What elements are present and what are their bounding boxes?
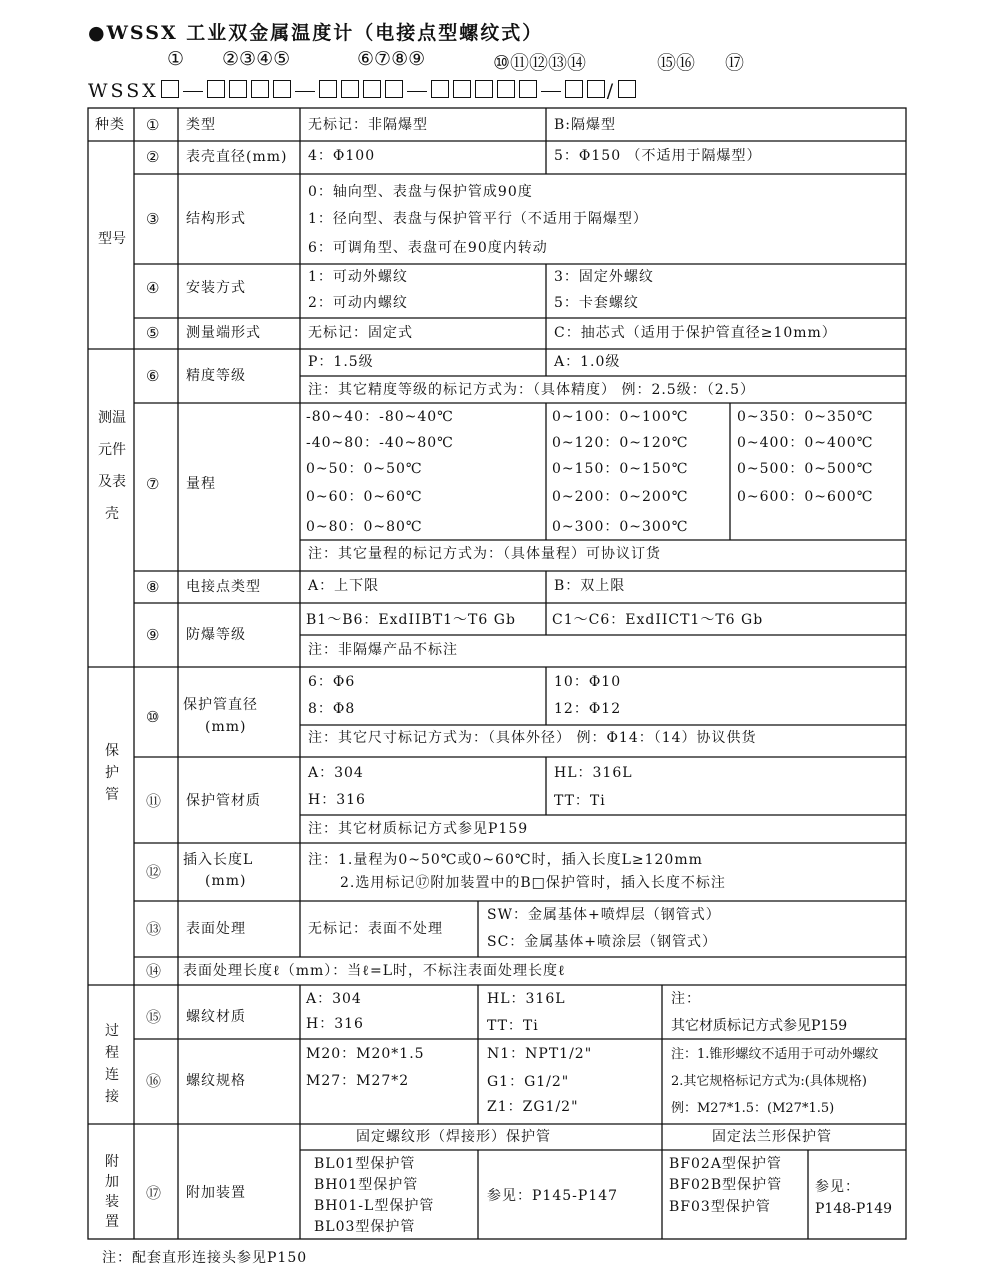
option-b1: N1：NPT1/2"	[487, 1046, 593, 1062]
option-b: C1～C6：ExdIICT1～T6 Gb	[552, 612, 764, 628]
header-option-a: 无标记：非隔爆型	[308, 117, 428, 133]
header-kind: 种类	[95, 117, 125, 133]
code-num-2-5: ②③④⑤	[222, 48, 291, 70]
option-a2: M27：M27*2	[306, 1073, 410, 1089]
option-a2: 2：可动内螺纹	[308, 295, 408, 311]
row-num: ⑯	[146, 1072, 162, 1090]
option-line: 1：径向型、表盘与保护管平行（不适用于隔爆型）	[308, 211, 648, 227]
accessory-item: BH01-L型保护管	[314, 1198, 435, 1214]
range-item: 0~400：0~400℃	[737, 435, 874, 451]
option-b: B：双上限	[554, 578, 626, 594]
row-num: ⑫	[146, 863, 162, 881]
option-b1: SW：金属基体+喷焊层（钢管式）	[487, 907, 721, 923]
option-b: C：抽芯式（适用于保护管直径≥10mm）	[554, 325, 837, 341]
row-note: 2.其它规格标记方式为:(具体规格)	[671, 1074, 867, 1089]
range-item: 0~150：0~150℃	[552, 461, 689, 477]
row-num: ⑬	[146, 920, 162, 938]
accessory-reference: 参见：P145-P147	[487, 1188, 619, 1204]
range-item: 0~600：0~600℃	[737, 489, 874, 505]
range-item: 0~60：0~60℃	[306, 489, 423, 505]
option-b1: 10：Φ10	[554, 674, 622, 690]
row-label: 表面处理	[186, 921, 246, 937]
row-note: 注：1.锥形螺纹不适用于可动外螺纹	[671, 1047, 879, 1062]
code-num-6-9: ⑥⑦⑧⑨	[357, 48, 426, 70]
accessory-item: BF02A型保护管	[669, 1156, 782, 1172]
option-a2: H：316	[308, 792, 366, 808]
option-line: 6：可调角型、表盘可在90度内转动	[308, 240, 548, 256]
code-num-10-14: ⑩⑪⑫⑬⑭	[493, 52, 587, 74]
row-note: 注：其它量程的标记方式为：（具体量程）可协议订货	[308, 546, 661, 562]
row-num: ⑦	[146, 475, 160, 493]
option-line: 0：轴向型、表盘与保护管成90度	[308, 184, 533, 200]
header-option-b: B:隔爆型	[554, 117, 617, 133]
row-label: 插入长度L	[183, 852, 254, 868]
row-note: 注：非隔爆产品不标注	[308, 642, 458, 658]
option-a2: 8：Φ8	[308, 701, 356, 717]
option-a: 无标记：固定式	[308, 325, 413, 341]
option-b2: G1：G1/2"	[487, 1074, 570, 1090]
row-note: 注：其它材质标记方式参见P159	[308, 821, 529, 837]
option-a2: H：316	[306, 1016, 364, 1032]
row-note: 注：1.量程为0~50℃或0~60℃时，插入长度L≥120mm	[308, 852, 703, 868]
footnote: 注：配套直形连接头参见P150	[102, 1250, 308, 1266]
row-label-unit: (mm)	[205, 719, 247, 735]
category-protection-tube: 保护管	[105, 743, 119, 803]
range-item: -80~40：-80~40℃	[306, 409, 454, 425]
accessory-item: BL01型保护管	[314, 1156, 416, 1172]
row-label: 量程	[186, 476, 216, 492]
row-label-unit: (mm)	[205, 873, 247, 889]
accessory-item: BF02B型保护管	[669, 1177, 783, 1193]
option-a: 无标记：表面不处理	[308, 921, 443, 937]
row-label: 螺纹规格	[186, 1073, 246, 1089]
range-item: 0~200：0~200℃	[552, 489, 689, 505]
accessory-item: BH01型保护管	[314, 1177, 419, 1193]
row-label: 螺纹材质	[186, 1009, 246, 1025]
row-label: 测量端形式	[186, 325, 261, 341]
option-a1: 6：Φ6	[308, 674, 356, 690]
row-num: ⑰	[146, 1184, 162, 1202]
range-item: -40~80：-40~80℃	[306, 435, 454, 451]
option-a1: 1：可动外螺纹	[308, 269, 408, 285]
code-num-15-16: ⑮⑯	[657, 52, 696, 74]
option-b2: TT：Ti	[487, 1018, 539, 1034]
option-a: P：1.5级	[308, 354, 374, 370]
range-item: 0~100：0~100℃	[552, 409, 689, 425]
range-item: 0~500：0~500℃	[737, 461, 874, 477]
option-b2: 5：卡套螺纹	[554, 295, 639, 311]
accessory-reference: P148-P149	[815, 1201, 893, 1217]
row-num: ⑤	[146, 324, 160, 342]
option-b2: 12：Φ12	[554, 701, 622, 717]
option-a1: M20：M20*1.5	[306, 1046, 425, 1062]
range-item: 0~80：0~80℃	[306, 519, 423, 535]
row-num: ⑥	[146, 367, 160, 385]
option-b1: 3：固定外螺纹	[554, 269, 654, 285]
row-label: 附加装置	[186, 1185, 246, 1201]
row-num: ⑩	[146, 708, 160, 726]
option-a: B1～B6：ExdIIBT1～T6 Gb	[306, 612, 516, 628]
row-note: 其它材质标记方式参见P159	[671, 1018, 848, 1034]
row-note: 注：其它精度等级的标记方式为：（具体精度） 例：2.5级：（2.5）	[308, 382, 755, 398]
pattern-prefix: WSSX	[88, 80, 159, 102]
accessory-item: BF03型保护管	[669, 1199, 771, 1215]
range-item: 0~300：0~300℃	[552, 519, 689, 535]
category-temp-element: 测温元件及表壳	[98, 410, 126, 522]
row-num: ⑧	[146, 578, 160, 596]
accessory-reference: 参见：	[815, 1179, 860, 1195]
row-num: ⑭	[146, 962, 162, 980]
option-a: 4：Φ100	[308, 148, 376, 164]
category-process-connection: 过程连接	[105, 1023, 119, 1105]
accessory-item: BL03型保护管	[314, 1219, 416, 1235]
option-a: A：上下限	[308, 578, 380, 594]
row-num: ⑪	[146, 792, 162, 810]
range-item: 0~350：0~350℃	[737, 409, 874, 425]
range-item: 0~50：0~50℃	[306, 461, 423, 477]
row-label: 保护管直径	[183, 697, 258, 713]
option-b3: Z1：ZG1/2"	[487, 1099, 579, 1115]
row-label: 结构形式	[186, 211, 246, 227]
row-text: 表面处理长度ℓ（mm）：当ℓ=L时，不标注表面处理长度ℓ	[183, 963, 566, 979]
row-note: 2.选用标记⑰附加装置中的B□保护管时，插入长度不标注	[340, 875, 726, 891]
header-label: 类型	[186, 117, 216, 133]
row-note: 注：	[671, 991, 701, 1007]
subheader-flanged: 固定法兰形保护管	[712, 1129, 832, 1145]
subheader-threaded: 固定螺纹形（焊接形）保护管	[356, 1129, 551, 1145]
row-num: ④	[146, 279, 160, 297]
row-num: ②	[146, 148, 160, 166]
option-a1: A：304	[306, 991, 362, 1007]
header-num: ①	[146, 116, 160, 134]
category-accessory: 附加装置	[105, 1154, 119, 1230]
range-item: 0~120：0~120℃	[552, 435, 689, 451]
row-label: 电接点类型	[186, 579, 261, 595]
code-num-1: ①	[167, 48, 185, 70]
category-model: 型号	[98, 231, 126, 247]
row-label: 表壳直径(mm)	[186, 149, 288, 165]
option-a1: A：304	[308, 765, 364, 781]
row-label: 保护管材质	[186, 793, 261, 809]
option-b2: SC：金属基体+喷涂层（钢管式）	[487, 934, 718, 950]
model-code-pattern: WSSX /	[88, 80, 638, 102]
option-b1: HL：316L	[487, 991, 566, 1007]
row-note: 注：其它尺寸标记方式为：（具体外径） 例：Φ14：（14）协议供货	[308, 730, 757, 746]
row-label: 防爆等级	[186, 627, 246, 643]
option-b: A：1.0级	[554, 354, 621, 370]
code-num-17: ⑰	[725, 52, 745, 74]
option-b: 5：Φ150 （不适用于隔爆型）	[554, 148, 762, 164]
page-title: ●WSSX 工业双金属温度计（电接点型螺纹式）	[88, 22, 544, 44]
row-label: 安装方式	[186, 280, 246, 296]
row-num: ⑨	[146, 626, 160, 644]
row-label: 精度等级	[186, 368, 246, 384]
option-b2: TT：Ti	[554, 793, 606, 809]
row-num: ③	[146, 210, 160, 228]
row-num: ⑮	[146, 1008, 162, 1026]
row-note: 例：M27*1.5：(M27*1.5)	[671, 1101, 835, 1116]
option-b1: HL：316L	[554, 765, 633, 781]
